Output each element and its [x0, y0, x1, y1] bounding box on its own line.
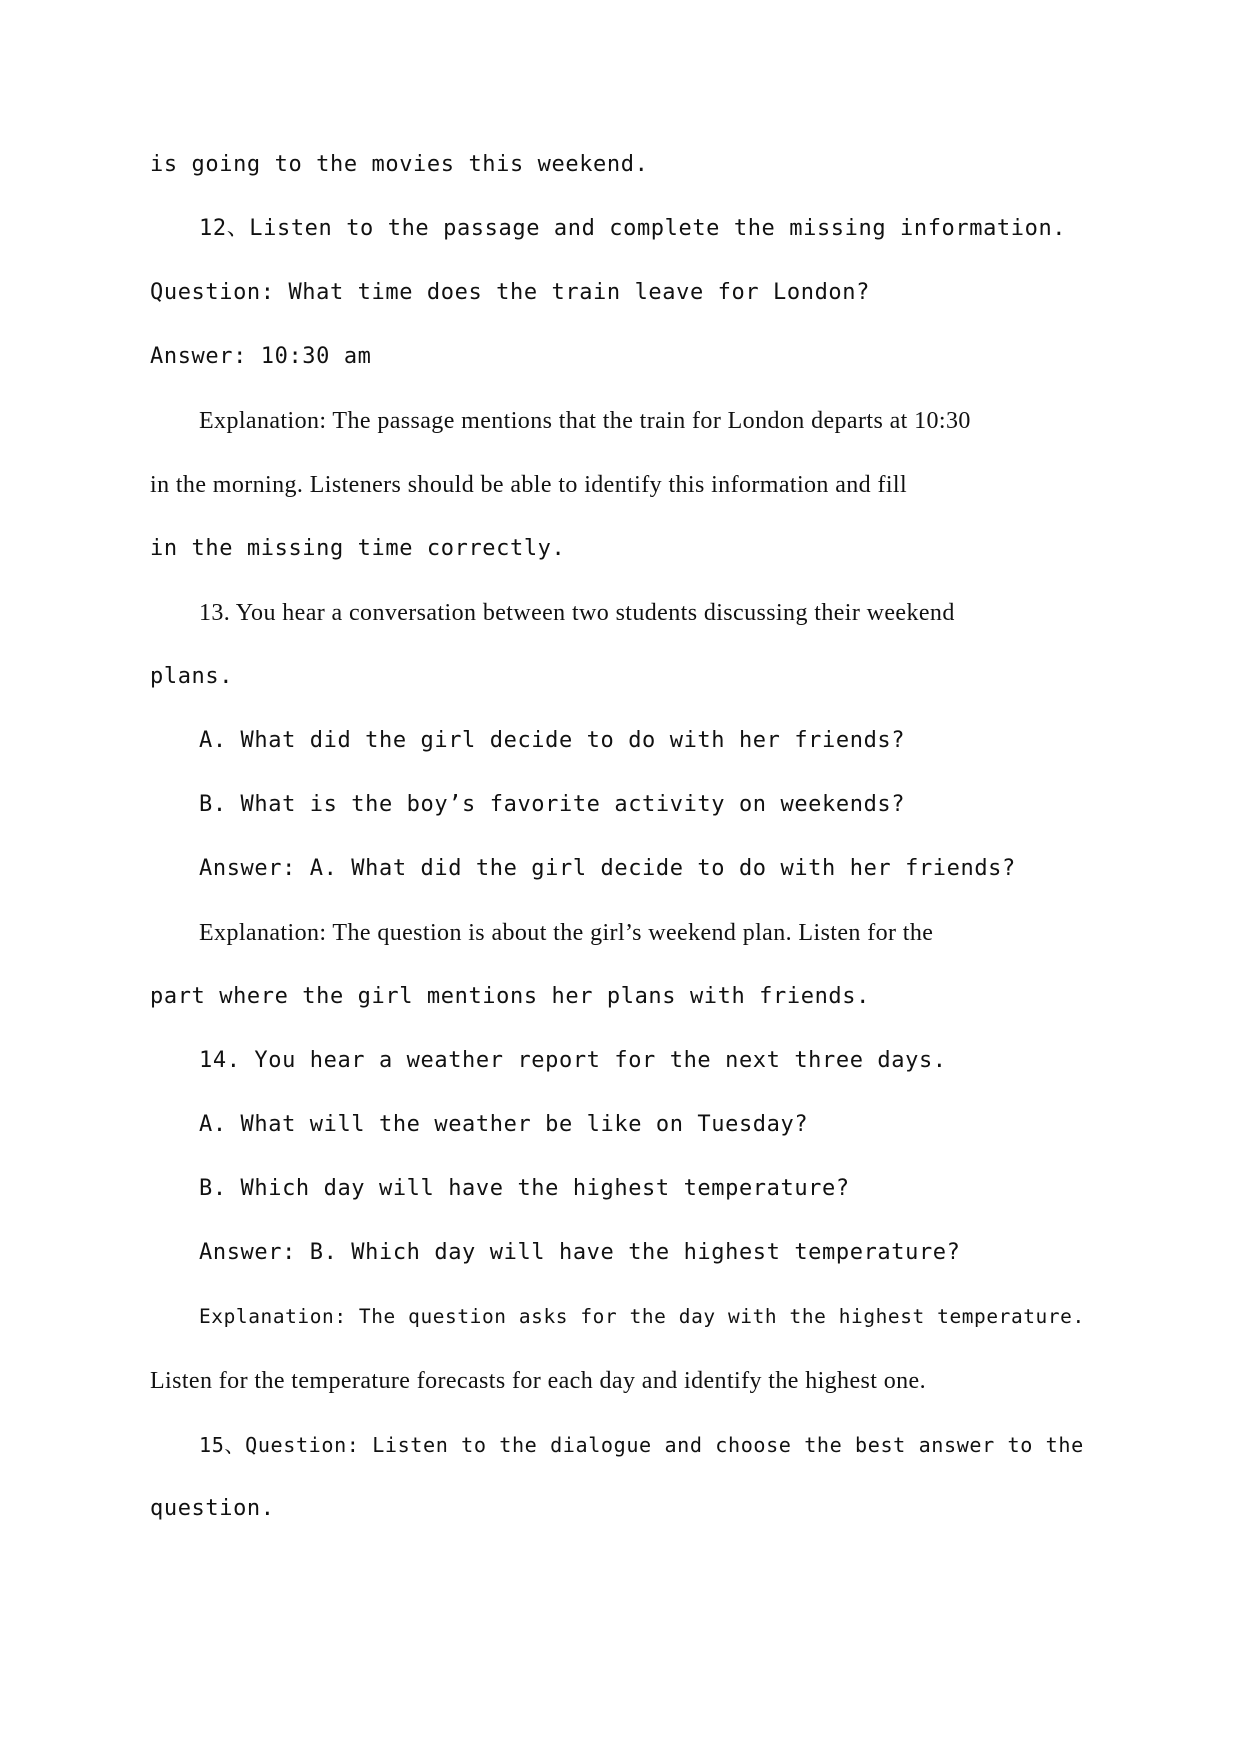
question-14-explanation-line-2: Listen for the temperature forecasts for each day and identify the highest one. — [150, 1368, 926, 1394]
question-13-prompt-line-1: 13. You hear a conversation between two students discussing their weekend — [199, 600, 955, 626]
question-12-explanation-line-3: in the missing time correctly. — [150, 536, 566, 561]
question-13-option-a: A. What did the girl decide to do with her friends? — [199, 728, 906, 753]
question-15-prompt-line-1: 15、Question: Listen to the dialogue and choose the best answer to the — [199, 1433, 1084, 1457]
question-12-answer: Answer: 10:30 am — [150, 344, 372, 369]
question-13-prompt-line-2: plans. — [150, 664, 234, 689]
text-line-1: is going to the movies this weekend. — [150, 152, 649, 177]
question-14-option-b: B. Which day will have the highest temperature? — [199, 1176, 850, 1201]
question-12-question: Question: What time does the train leave for London? — [150, 280, 870, 305]
question-14-explanation-line-1: Explanation: The question asks for the day with the highest temperature. — [199, 1305, 1085, 1328]
question-12-explanation-line-2: in the morning. Listeners should be able to identify this information and fill — [150, 472, 908, 498]
question-13-explanation-line-2: part where the girl mentions her plans with friends. — [150, 984, 870, 1009]
question-13-answer: Answer: A. What did the girl decide to do with her friends? — [199, 856, 1016, 881]
question-14-option-a: A. What will the weather be like on Tuesday? — [199, 1112, 809, 1137]
question-15-prompt-line-2: question. — [150, 1496, 275, 1521]
question-14-prompt: 14. You hear a weather report for the next three days. — [199, 1048, 947, 1073]
question-14-answer: Answer: B. Which day will have the highest temperature? — [199, 1240, 961, 1265]
question-13-option-b: B. What is the boy’s favorite activity on weekends? — [199, 792, 906, 817]
question-12-explanation-line-1: Explanation: The passage mentions that the train for London departs at 10:30 — [199, 408, 971, 434]
question-13-explanation-line-1: Explanation: The question is about the girl’s weekend plan. Listen for the — [199, 920, 934, 946]
question-12-prompt: 12、Listen to the passage and complete the missing information. — [199, 216, 1067, 241]
